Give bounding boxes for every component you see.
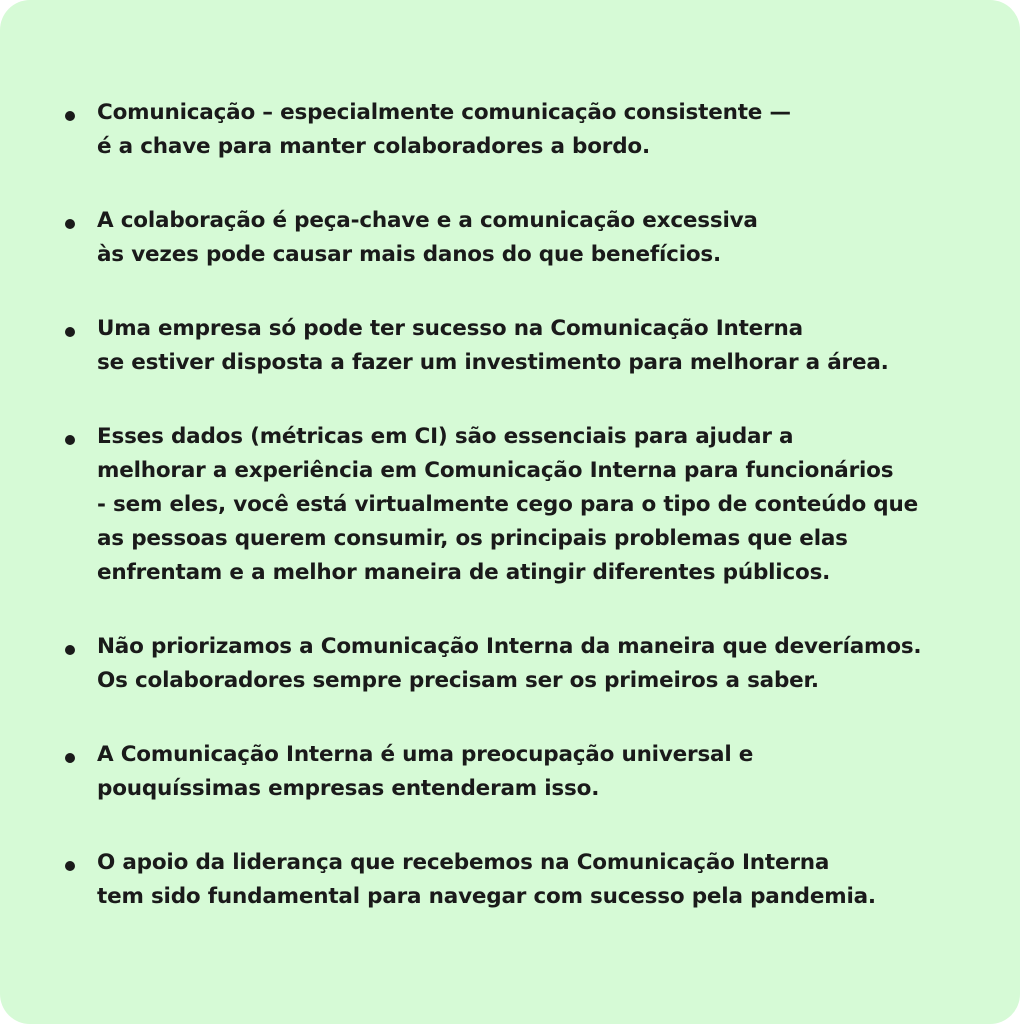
- bullet-list: [0, 96, 1020, 954]
- bullet-text-line: pouquíssimas empresas entenderam isso.: [97, 776, 600, 801]
- bullet-text-line: O apoio da liderança que recebemos na Comunicação Interna: [97, 850, 830, 875]
- bullet-text-line: se estiver disposta a fazer um investimento para melhorar a área.: [97, 350, 889, 375]
- list-item: [0, 312, 1020, 380]
- bullet-dot-icon: [65, 645, 75, 655]
- bullet-dot-icon: [65, 111, 75, 121]
- bullet-text-line: Comunicação – especialmente comunicação consistente —: [97, 100, 791, 125]
- bullet-text-line: tem sido fundamental para navegar com sucesso pela pandemia.: [97, 884, 876, 909]
- bullet-text-line: enfrentam e a melhor maneira de atingir diferentes públicos.: [97, 560, 831, 585]
- bullet-text-line: Os colaboradores sempre precisam ser os primeiros a saber.: [97, 668, 819, 693]
- list-item: [0, 420, 1020, 590]
- list-item: [0, 846, 1020, 914]
- bullet-dot-icon: [65, 753, 75, 763]
- list-item: [0, 96, 1020, 164]
- bullet-text-line: A Comunicação Interna é uma preocupação universal e: [97, 742, 754, 767]
- bullet-text-line: Uma empresa só pode ter sucesso na Comunicação Interna: [97, 316, 803, 341]
- bullet-text-line: Esses dados (métricas em CI) são essenciais para ajudar a: [97, 424, 794, 449]
- bullet-text-line: as pessoas querem consumir, os principais problemas que elas: [97, 526, 848, 551]
- bullet-text-line: Não priorizamos a Comunicação Interna da maneira que deveríamos.: [97, 634, 922, 659]
- bullet-text-line: é a chave para manter colaboradores a bordo.: [97, 134, 650, 159]
- bullet-dot-icon: [65, 435, 75, 445]
- list-item: [0, 204, 1020, 272]
- bullet-text-line: A colaboração é peça-chave e a comunicação excessiva: [97, 208, 758, 233]
- bullet-dot-icon: [65, 219, 75, 229]
- bullet-dot-icon: [65, 327, 75, 337]
- bullet-text-line: melhorar a experiência em Comunicação Interna para funcionários: [97, 458, 894, 483]
- bullet-text-line: às vezes pode causar mais danos do que benefícios.: [97, 242, 721, 267]
- bullet-dot-icon: [65, 861, 75, 871]
- bullet-text-line: - sem eles, você está virtualmente cego para o tipo de conteúdo que: [97, 492, 918, 517]
- list-item: [0, 738, 1020, 806]
- list-item: [0, 630, 1020, 698]
